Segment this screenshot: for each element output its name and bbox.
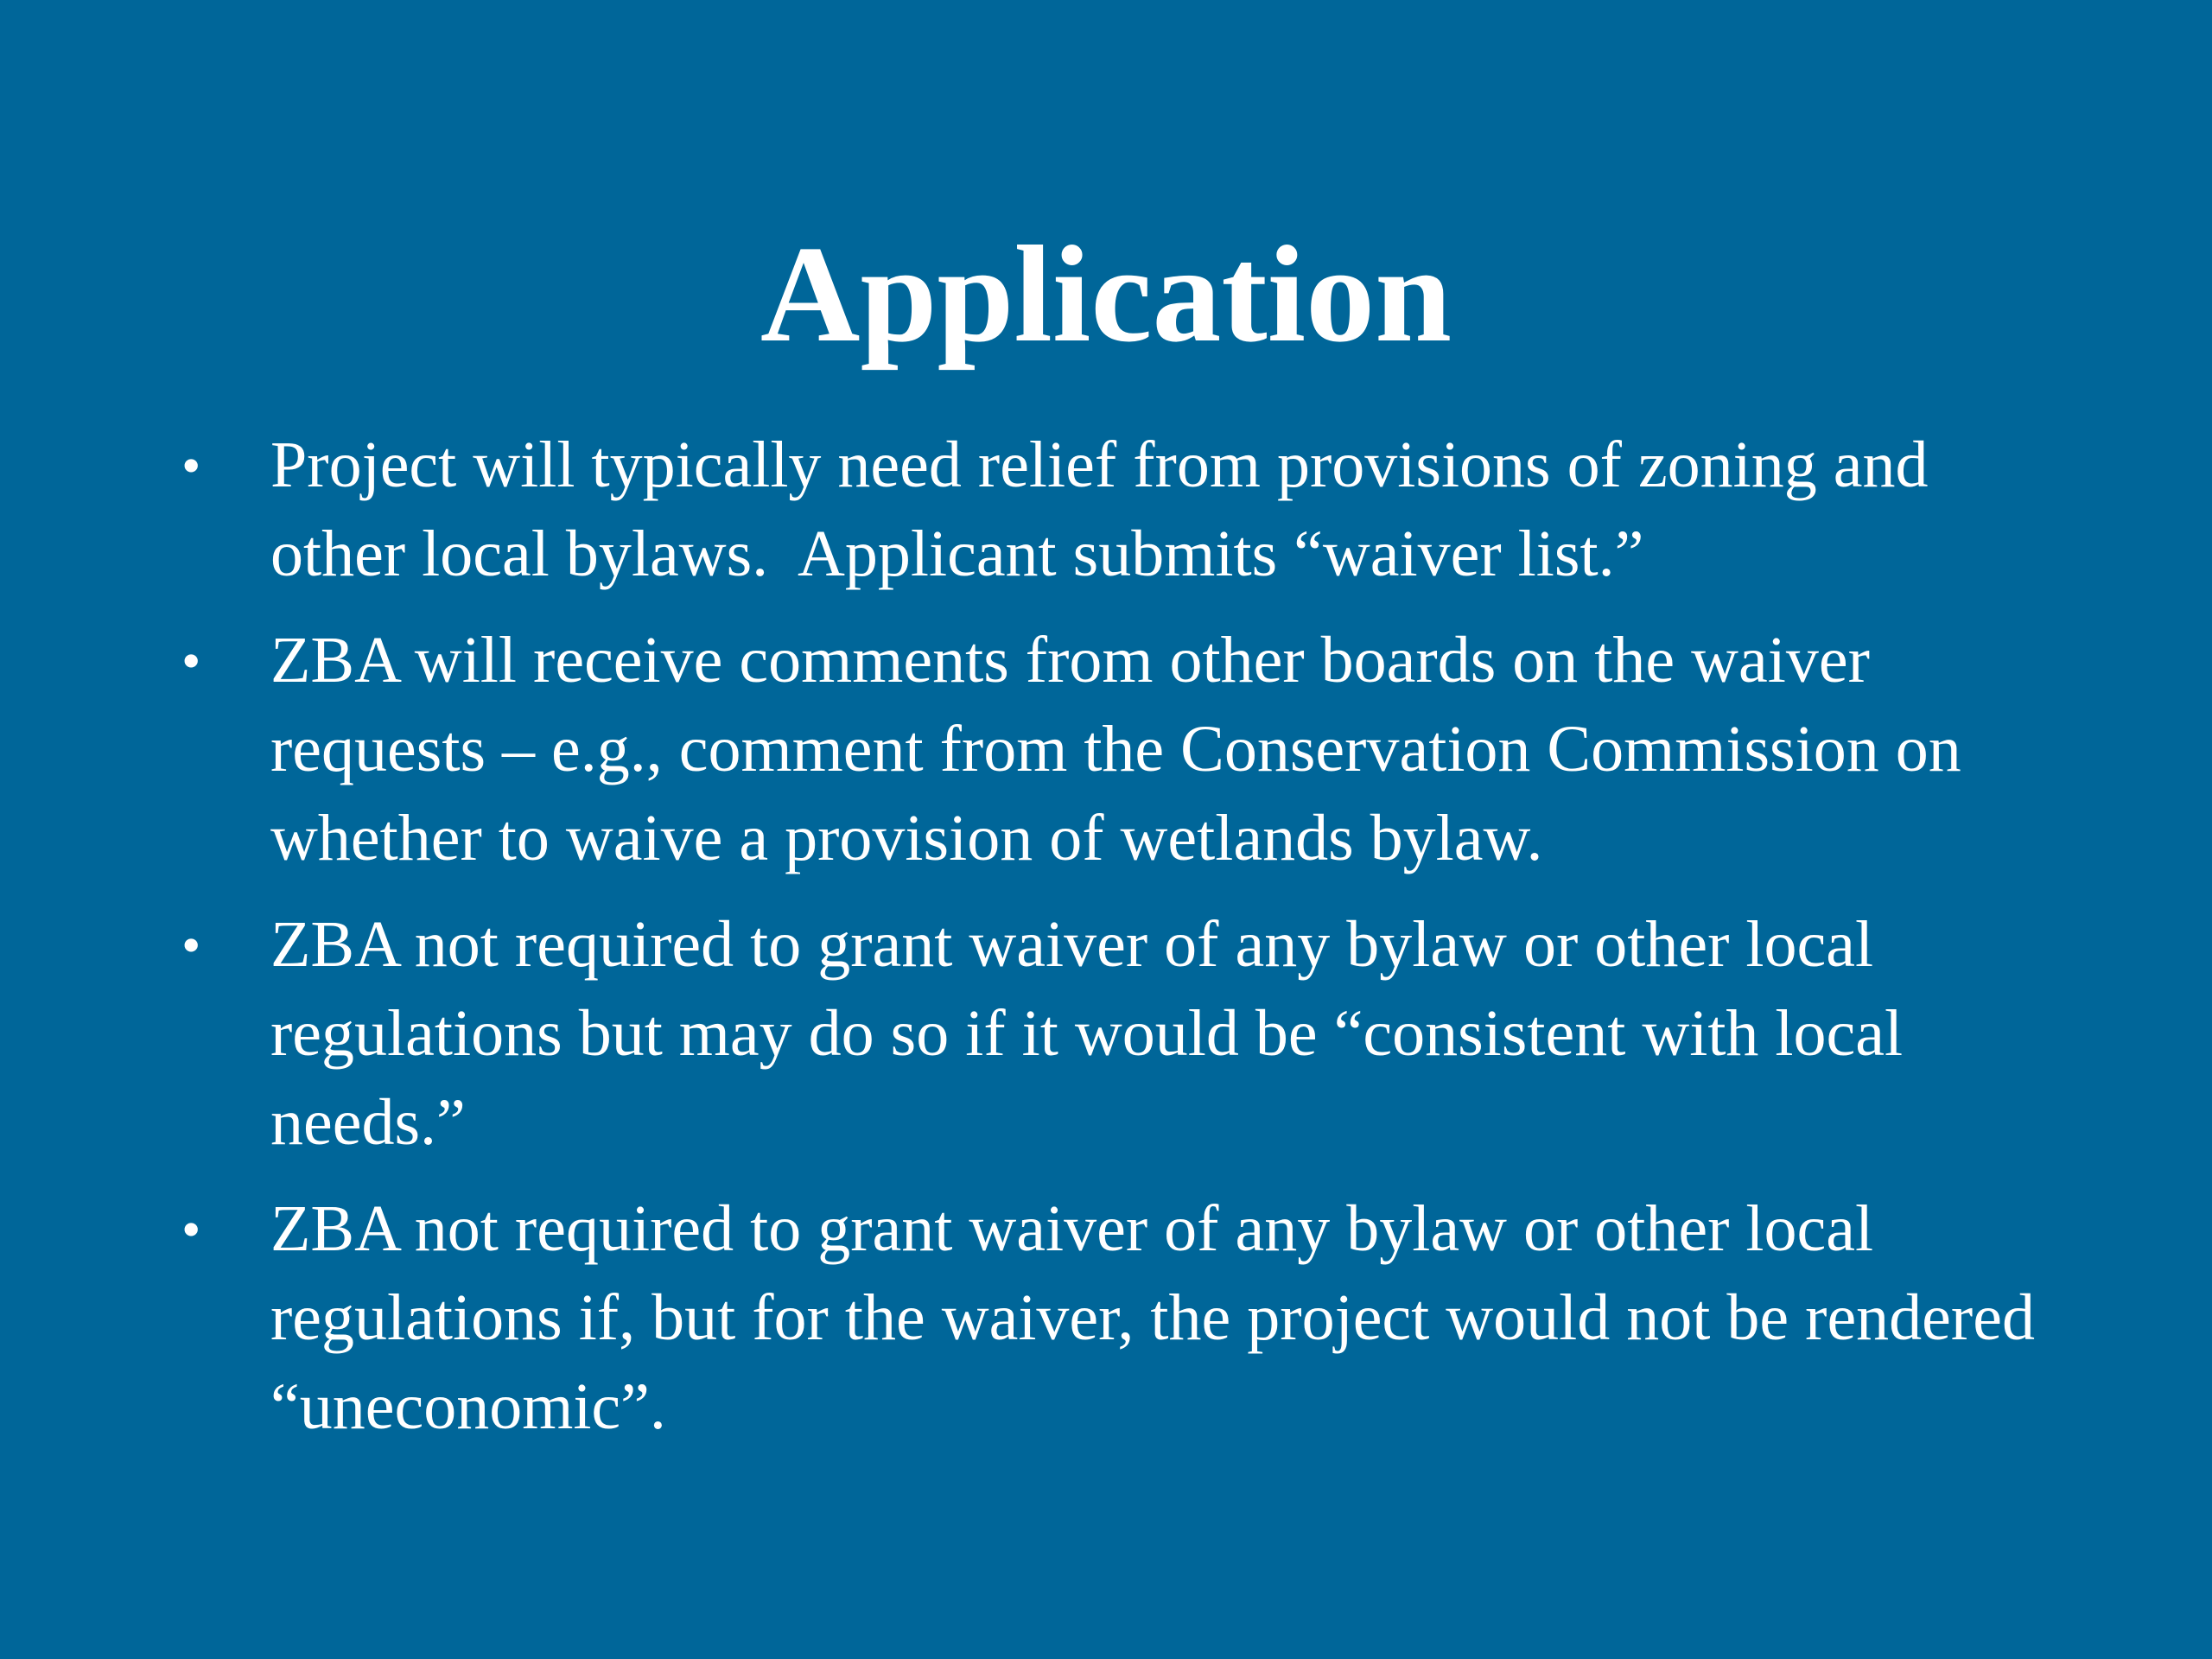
bullet-item	[181, 616, 2065, 883]
bullet-item	[181, 421, 2065, 599]
bullet-dot-icon: •	[181, 630, 201, 691]
bullet-dot-icon: •	[181, 1198, 201, 1260]
bullet-text: Project will typically need relief from provisions of zoning and other local bylaws. Applicant submits “waiver list.”	[270, 429, 1945, 590]
bullet-item	[181, 900, 2065, 1167]
bullet-text: ZBA not required to grant waiver of any bylaw or other local regulations but may do so if it would be “consistent with local needs.”	[270, 908, 1920, 1159]
bullet-dot-icon: •	[181, 435, 201, 496]
bullet-dot-icon: •	[181, 914, 201, 976]
slide-title: Application	[760, 217, 1452, 371]
bullet-text: ZBA will receive comments from other boards on the waiver requests – e.g., comment from the Conservation Commission on whether to waive a provision of wetlands bylaw.	[270, 624, 1978, 874]
bullet-list	[181, 421, 2065, 1469]
bullet-item	[181, 1185, 2065, 1452]
bullet-text: ZBA not required to grant waiver of any bylaw or other local regulations if, but for the waiver, the project would not be rendered “uneconomic”.	[270, 1192, 2051, 1443]
